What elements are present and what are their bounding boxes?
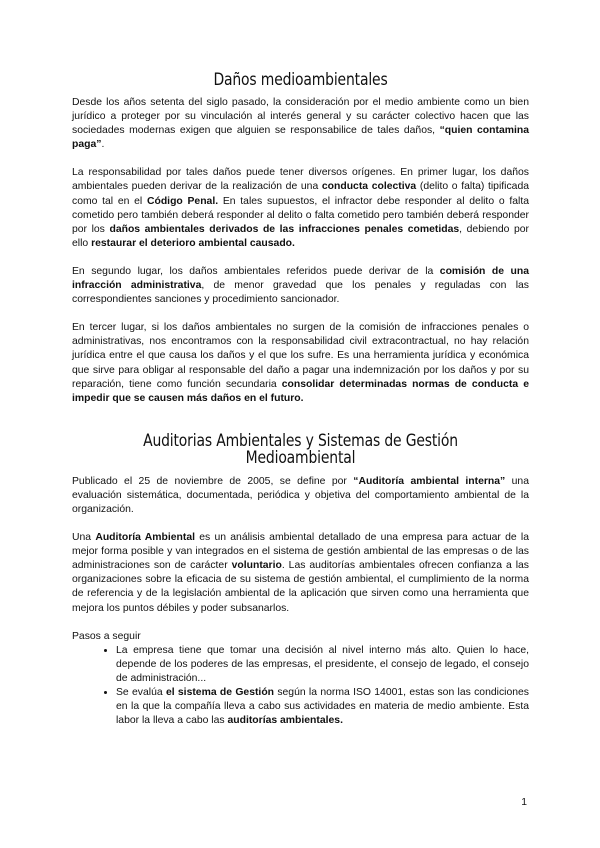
paragraph-third: En tercer lugar, si los daños ambientales no surgen de la comisión de infracciones penales o administrativas, nos encontramos con la responsabilidad civil extracontractual, no hay relación jurídica entre el que causa los daños y el que los sufre. Es una herramienta jurídica y económica que sirve para obligar al responsable del daño a pagar una indemnización por los daños y por su reparación, tiene como función secundaria consolidar determinadas normas de conducta e impedir que se causen más daños en el futuro. [72,322,529,404]
section-title-danos: Daños medioambientales [213,70,388,90]
page-number: 1 [521,797,527,808]
list-item: • Se evalúa el sistema de Gestión según la norma ISO 14001, estas son las condiciones en la que la compañía lleva a cabo sus actividades en materia de medio ambiente. Esta labor la lleva a cabo las auditorías ambientales. [116,686,529,728]
section-title-auditorias: Auditorias Ambientales y Sistemas de Gestión Medioambiental [143,430,458,468]
steps-list [72,644,529,729]
paragraph-auditoria: Una Auditoría Ambiental es un análisis ambiental detallado de una empresa para actuar de la mejor forma posible y van integrados en el sistema de gestión ambiental de las empresas o de las administraciones son de carácter voluntario. Las auditorías ambientales ofrecen confianza a las organizaciones sobre la eficacia de su sistema de gestión ambiental, el cumplimiento de la norma de referencia y de la legislación ambiental de la aplicación que sirven como una herramienta que mejora los puntos débiles y poder subsanarlos. [72,532,529,614]
paragraph-origins: La responsabilidad por tales daños puede tener diversos orígenes. En primer lugar, los daños ambientales pueden derivar de la realización de una conducta colectiva (delito o falta) tipificada como tal en el Código Penal. En tales supuestos, el infractor debe responder al delito o falta cometido pero también deberá responder al delito o falta cometido pero también deberá responder por los daños ambientales derivados de las infracciones penales cometidas, debiendo por ello restaurar el deterioro ambiental causado. [72,167,529,249]
paragraph-second: En segundo lugar, los daños ambientales referidos puede derivar de la comisión de una infracción administrativa, de menor gravedad que los penales y reguladas con las correspondientes sanciones y procedimiento sancionador. [72,265,529,306]
paragraph-published: Publicado el 25 de noviembre de 2005, se define por “Auditoría ambiental interna” una evaluación sistemática, documentada, periódica y objetiva del comportamiento ambiental de la organización. [72,475,529,515]
paragraph-intro: Desde los años setenta del siglo pasado, la consideración por el medio ambiente como un bien jurídico a proteger por su vinculación al interés general y su carácter colectivo hacen que las sociedades modernas exigen que alguien se responsabilice de tales daños, “quien contamina paga”. [72,97,529,151]
list-item: • La empresa tiene que tomar una decisión al nivel interno más alto. Quien lo hace, depende de los poderes de las empresas, el presidente, el consejo de legado, el consejo de administración... [116,644,529,686]
steps-label: Pasos a seguir [72,630,141,642]
